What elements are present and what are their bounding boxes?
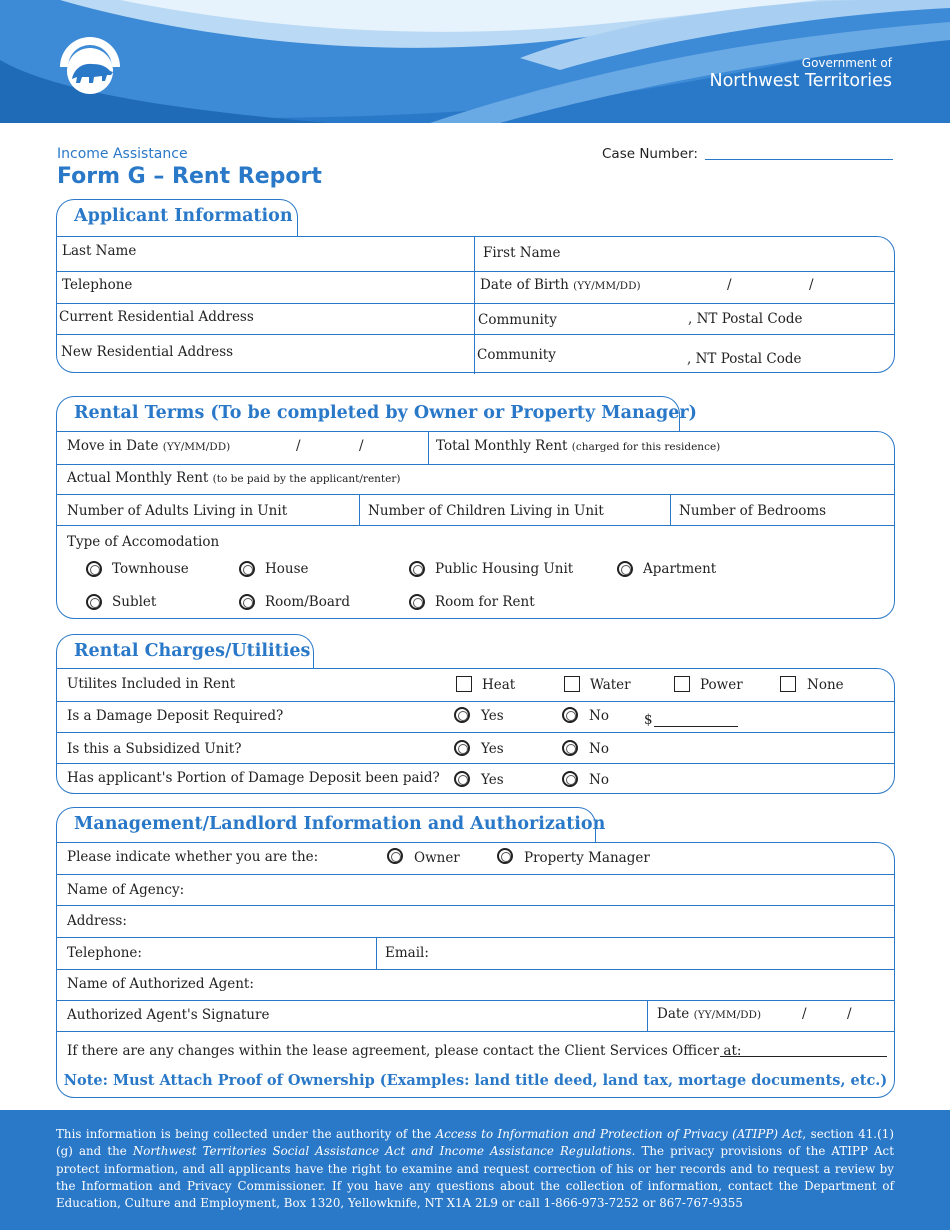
footer-text-1: This information is being collected under the authority of the <box>56 1127 436 1141</box>
header-banner <box>0 0 950 123</box>
government-branding <box>709 56 892 91</box>
owner-radio[interactable] <box>387 848 403 864</box>
no-label: No <box>589 741 609 757</box>
subsidized-unit-label: Is this a Subsidized Unit? <box>67 741 242 757</box>
townhouse-radio[interactable] <box>86 561 102 577</box>
utilities-included-label: Utilites Included in Rent <box>67 676 236 692</box>
case-number-label: Case Number: <box>602 146 698 162</box>
case-number-field[interactable] <box>705 159 893 160</box>
heat-label: Heat <box>482 677 516 693</box>
number-of-children-field[interactable]: Number of Children Living in Unit <box>368 503 604 519</box>
water-label: Water <box>590 677 631 693</box>
public-housing-radio[interactable] <box>409 561 425 577</box>
yes-label: Yes <box>481 708 504 724</box>
dob-field[interactable]: Date of Birth (YY/MM/DD) <box>480 277 641 293</box>
agent-signature-field[interactable]: Authorized Agent's Signature <box>67 1007 270 1023</box>
program-name: Income Assistance <box>57 146 188 162</box>
townhouse-label: Townhouse <box>112 561 189 577</box>
house-label: House <box>265 561 309 577</box>
current-address-field[interactable]: Current Residential Address <box>59 309 254 325</box>
rental-terms-section-tab: Rental Terms (To be completed by Owner or Property Manager) <box>56 396 680 434</box>
last-name-field[interactable]: Last Name <box>62 243 137 259</box>
dob-slash: / <box>727 277 732 293</box>
number-of-bedrooms-field[interactable]: Number of Bedrooms <box>679 503 827 519</box>
deposit-paid-no-radio[interactable] <box>562 771 578 787</box>
sublet-radio[interactable] <box>86 594 102 610</box>
number-of-adults-field[interactable]: Number of Adults Living in Unit <box>67 503 288 519</box>
new-address-field[interactable]: New Residential Address <box>61 344 234 360</box>
property-manager-radio[interactable] <box>497 848 513 864</box>
rental-charges-section <box>56 668 895 794</box>
new-postal-code-field[interactable]: , NT Postal Code <box>687 351 802 367</box>
client-services-contact-field[interactable] <box>720 1056 887 1057</box>
owner-label: Owner <box>414 850 460 866</box>
deposit-amount-field[interactable] <box>654 726 738 727</box>
agency-name-field[interactable]: Name of Agency: <box>67 882 185 898</box>
date-slash: / <box>802 1006 807 1022</box>
deposit-required-no-radio[interactable] <box>562 707 578 723</box>
room-for-rent-radio[interactable] <box>409 594 425 610</box>
footer-text-2: , section 41.(1)(g) and the <box>56 1127 894 1159</box>
damage-deposit-required-label: Is a Damage Deposit Required? <box>67 708 284 724</box>
rental-terms-section <box>56 431 895 619</box>
deposit-paid-label: Has applicant's Portion of Damage Deposit been paid? <box>67 770 440 786</box>
telephone-field[interactable]: Telephone: <box>67 945 142 961</box>
date-slash: / <box>359 438 364 454</box>
deposit-paid-yes-radio[interactable] <box>454 771 470 787</box>
date-slash: / <box>847 1006 852 1022</box>
apartment-radio[interactable] <box>617 561 633 577</box>
accommodation-type-label: Type of Accomodation <box>67 534 220 550</box>
no-label: No <box>589 772 609 788</box>
signature-date-field[interactable]: Date (YY/MM/DD) <box>657 1006 762 1022</box>
management-section <box>56 842 895 1098</box>
gov-line2: Northwest Territories <box>709 71 892 91</box>
dob-slash: / <box>809 277 814 293</box>
proof-of-ownership-note: Note: Must Attach Proof of Ownership (Examples: land title deed, land tax, mortage documents, etc.) <box>63 1072 888 1089</box>
telephone-field[interactable]: Telephone <box>62 277 133 293</box>
power-checkbox[interactable] <box>674 676 690 692</box>
footer-text-3: . The privacy provisions of the ATIPP Act protect information, and all applicants have the right to examine and request correction of his or her records and to request a review by the Information and Privacy Commissioner. If you have any questions about the collection of information, contact the Department of Education, Culture and Employment, Box 1320, Yellowknife, NT X1A 2L9 or call 1-866-973-7252 or 867-767-9355 <box>56 1144 894 1211</box>
current-community-field[interactable]: Community <box>478 312 557 328</box>
address-field[interactable]: Address: <box>67 913 127 929</box>
gov-line1: Government of <box>801 56 892 70</box>
heat-checkbox[interactable] <box>456 676 472 692</box>
move-in-date-field[interactable]: Move in Date (YY/MM/DD) <box>67 438 231 454</box>
house-radio[interactable] <box>239 561 255 577</box>
new-community-field[interactable]: Community <box>477 347 556 363</box>
total-monthly-rent-field[interactable]: Total Monthly Rent (charged for this residence) <box>436 438 721 454</box>
indicate-role-label: Please indicate whether you are the: <box>67 849 319 865</box>
room-board-radio[interactable] <box>239 594 255 610</box>
form-title: Form G – Rent Report <box>57 164 322 189</box>
room-board-label: Room/Board <box>265 594 350 610</box>
dollar-sign: $ <box>644 712 653 728</box>
none-checkbox[interactable] <box>780 676 796 692</box>
management-section-tab: Management/Landlord Information and Authorization <box>56 807 596 845</box>
no-label: No <box>589 708 609 724</box>
property-manager-label: Property Manager <box>524 850 650 866</box>
water-checkbox[interactable] <box>564 676 580 692</box>
actual-monthly-rent-field[interactable]: Actual Monthly Rent (to be paid by the applicant/renter) <box>67 470 401 486</box>
deposit-required-yes-radio[interactable] <box>454 707 470 723</box>
rental-charges-section-tab: Rental Charges/Utilities <box>56 634 314 672</box>
sublet-label: Sublet <box>112 594 157 610</box>
footer-act-social-assistance: Northwest Territories Social Assistance Act and Income Assistance Regulations <box>132 1144 632 1159</box>
subsidized-yes-radio[interactable] <box>454 740 470 756</box>
nwt-polar-bear-logo <box>58 35 122 95</box>
applicant-section <box>56 236 895 373</box>
email-field[interactable]: Email: <box>385 945 429 961</box>
room-for-rent-label: Room for Rent <box>435 594 535 610</box>
yes-label: Yes <box>481 772 504 788</box>
footer-act-atipp: Access to Information and Protection of Privacy (ATIPP) Act <box>435 1127 803 1141</box>
none-label: None <box>807 677 844 693</box>
public-housing-label: Public Housing Unit <box>435 561 574 577</box>
yes-label: Yes <box>481 741 504 757</box>
power-label: Power <box>700 677 743 693</box>
subsidized-no-radio[interactable] <box>562 740 578 756</box>
authorized-agent-name-field[interactable]: Name of Authorized Agent: <box>67 976 254 992</box>
first-name-field[interactable]: First Name <box>483 245 561 261</box>
current-postal-code-field[interactable]: , NT Postal Code <box>688 311 803 327</box>
lease-changes-text: If there are any changes within the lease agreement, please contact the Client Services Officer at: <box>67 1043 742 1059</box>
date-slash: / <box>296 438 301 454</box>
applicant-section-tab: Applicant Information <box>56 199 298 237</box>
apartment-label: Apartment <box>643 561 717 577</box>
privacy-footer <box>0 1110 950 1230</box>
